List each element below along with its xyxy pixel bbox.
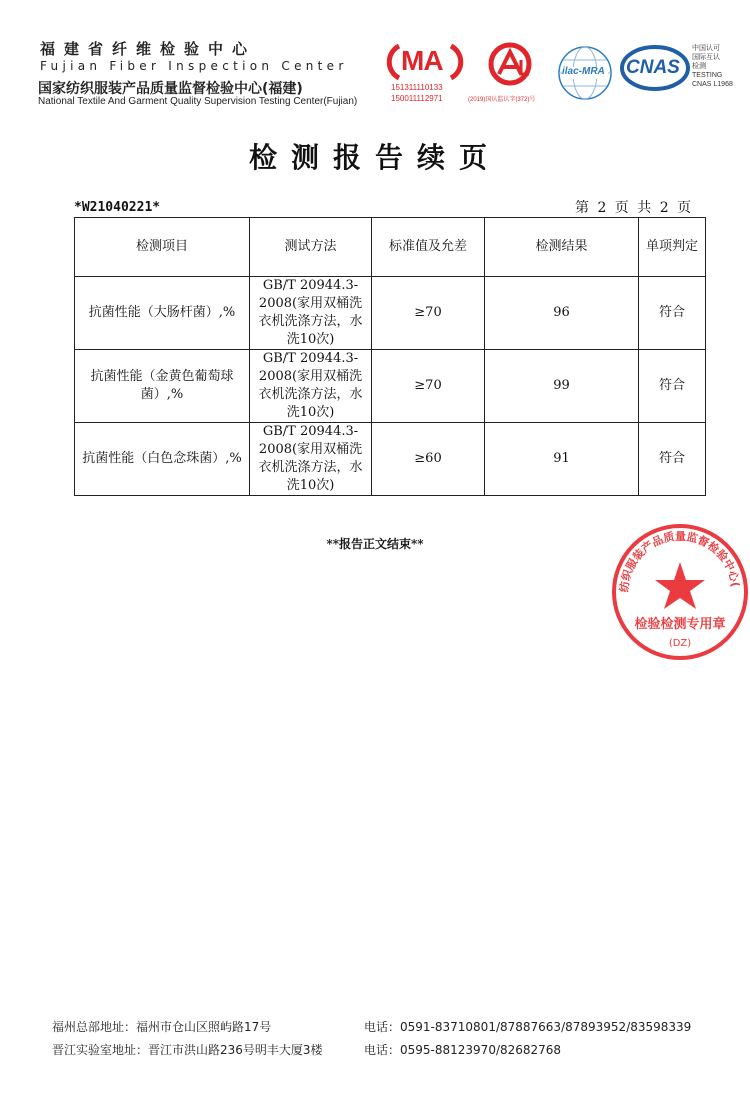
national-center-name-en: National Textile And Garment Quality Supervision Testing Center(Fujian) — [38, 96, 358, 107]
official-stamp — [610, 522, 750, 666]
cell-standard-value: ≥70 — [372, 277, 485, 350]
ilac-mra-logo — [556, 44, 614, 102]
jinjiang-address: 晋江实验室地址：晋江市洪山路236号明丰大厦3楼 — [52, 1043, 323, 1057]
letterhead — [0, 0, 750, 110]
table-header-row — [75, 218, 706, 277]
cnas-line-5: CNAS L1968 — [692, 81, 733, 88]
cnas-line-2: 国际互认 — [692, 54, 720, 61]
header-test-method: 测试方法 — [250, 218, 372, 277]
stamp-code: (DZ) — [668, 638, 692, 649]
table-row — [75, 277, 706, 350]
footer-row-jinjiang — [52, 1041, 712, 1064]
ilac-text: ilac-MRA — [562, 66, 605, 77]
org-name-cn: 福建省纤维检验中心 — [40, 40, 257, 58]
cnas-logo — [620, 44, 748, 102]
cma-number-2: 150011112971 — [391, 94, 443, 103]
cell-test-method: GB/T 20944.3-2008(家用双桶洗衣机洗涤方法，水洗10次) — [250, 277, 372, 350]
cnas-line-3: 检测 — [692, 63, 706, 70]
document-title: 检测报告续页 — [248, 141, 501, 174]
stamp-label: 检验检测专用章 — [634, 617, 726, 632]
fuzhou-phone: 电话：0591-83710801/87887663/87893952/83598339 — [364, 1020, 692, 1034]
header-test-item: 检测项目 — [75, 218, 250, 277]
cma-logo — [385, 42, 465, 104]
cnas-line-1: 中国认可 — [692, 45, 720, 52]
cell-test-method: GB/T 20944.3-2008(家用双桶洗衣机洗涤方法，水洗10次) — [250, 350, 372, 423]
report-number: *W21040221* — [74, 200, 161, 215]
jinjiang-phone: 电话：0595-88123970/82682768 — [364, 1043, 562, 1057]
cell-verdict: 符合 — [639, 350, 706, 423]
cell-test-method: GB/T 20944.3-2008(家用双桶洗衣机洗涤方法，水洗10次) — [250, 423, 372, 496]
org-name-en: Fujian Fiber Inspection Center — [40, 59, 348, 73]
cal-logo — [466, 42, 554, 104]
table-row — [75, 423, 706, 496]
table-row — [75, 350, 706, 423]
header-standard-value: 标准值及允差 — [372, 218, 485, 277]
cell-verdict: 符合 — [639, 423, 706, 496]
cal-mark-icon — [466, 42, 554, 90]
test-results-table — [74, 217, 706, 496]
cma-number-1: 151311110133 — [391, 83, 443, 92]
cell-test-result: 91 — [485, 423, 639, 496]
stamp-arc-text: 纺织服装产品质量监督检验中心( — [617, 529, 742, 593]
cnas-text: CNAS — [626, 57, 680, 78]
cell-test-item: 抗菌性能（大肠杆菌）,% — [75, 277, 250, 350]
cell-test-item: 抗菌性能（金黄色葡萄球菌）,% — [75, 350, 250, 423]
fuzhou-address: 福州总部地址：福州市仓山区照屿路17号 — [52, 1020, 272, 1034]
national-center-name-cn: 国家纺织服装产品质量监督检验中心(福建) — [38, 81, 303, 97]
footer-contacts — [52, 1018, 712, 1064]
header-verdict: 单项判定 — [639, 218, 706, 277]
cell-test-result: 99 — [485, 350, 639, 423]
cell-test-result: 96 — [485, 277, 639, 350]
report-end-note: **报告正文结束** — [326, 537, 424, 551]
cell-standard-value: ≥60 — [372, 423, 485, 496]
cnas-line-4: TESTING — [692, 72, 723, 79]
page-indicator: 第 2 页 共 2 页 — [575, 200, 694, 216]
cell-verdict: 符合 — [639, 277, 706, 350]
cal-caption: (2019)国认监认字(372)号 — [468, 97, 536, 103]
header-test-result: 检测结果 — [485, 218, 639, 277]
cell-test-item: 抗菌性能（白色念珠菌）,% — [75, 423, 250, 496]
cma-text: MA — [401, 45, 443, 76]
footer-row-fuzhou — [52, 1018, 712, 1041]
cell-standard-value: ≥70 — [372, 350, 485, 423]
stamp-seal-icon — [610, 522, 750, 662]
